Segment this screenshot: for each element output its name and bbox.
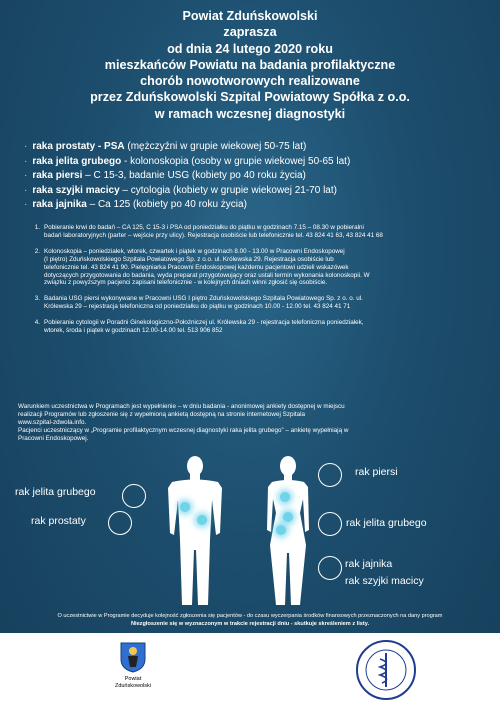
diagnostic-details: – C 15-3, badanie USG (kobiety po 40 roku życia) [82, 170, 306, 181]
diagnostic-details: – cytologia (kobiety w grupie wiekowej 21-70 lat) [119, 184, 337, 196]
logos-bar [0, 633, 500, 707]
breast-icon [318, 463, 342, 487]
diagnostic-item [24, 184, 494, 199]
diagnostic-name: raka jelita grubego [32, 155, 122, 167]
bullet-icon: · [24, 199, 28, 210]
female-body-illustration [248, 455, 328, 605]
footer-line: Niezgłoszenie się w wyznaczonym w trakcie rejestracji dniu - skutkuje skreśleniem z listy. [130, 621, 370, 627]
header-line: od dnia 24 lutego 2020 roku [167, 41, 333, 56]
diagnostic-name: raka szyjki macicy [32, 184, 120, 196]
label-female-colon: rak jelita grubego [346, 517, 427, 529]
label-female-cervix: rak szyjki macicy [345, 575, 424, 587]
diagnostic-name: raka piersi [32, 170, 83, 181]
participation-conditions: Warunkiem uczestnictwa w Programach jest wypełnienie – w dniu badania - anonimowej ankiety dostępnej w miejscu realizacji Programów lub zgłoszenie się z wypełnioną ankietą dostępną na stronie internetowej Szpitala www.szpital-zdwola.info. Pacjenci uczestniczący w „Programie profilaktycznym wczesnej diagnostyki raka jelita grubego” – ankietę wypełniają w Pracowni Endoskopowej. [18, 403, 349, 442]
note-number: 2. [34, 247, 40, 255]
female-colon-marker [283, 512, 293, 522]
label-male-colon: rak jelita grubego [15, 486, 96, 498]
label-male-prostate: rak prostaty [31, 515, 86, 527]
male-prostate-marker [197, 515, 207, 525]
note-text: Kolonoskopia – poniedziałek, wtorek, czwartek i piątek w godzinach 8.00 - 13.00 w Pracowni Endoskopowej (I piętro) Zduńskowolskiego Szpitala Powiatowego Sp. z o.o. ul. Królewska 29. Rejestracja osobiście lub telefonicznie tel. 43 824 41 90. Pielęgniarka Pracowni Endoskopowej każdemu pacjentowi udzieli wskazówek dotyczących przygotowania do badania, wyda preparat przygotowujący oraz ustali termin wykonania kolonoskopii. W związku z powyższym pacjenci zapisani telefonicznie - w kolejnych dniach winni zgłosić się osobiście. [44, 247, 370, 287]
note-item [18, 295, 494, 311]
diagnostic-item [24, 155, 494, 170]
note-item [18, 319, 494, 335]
diagnostic-name: raka jajnika [32, 199, 87, 210]
colon-icon [122, 484, 146, 508]
note-text: Pobieranie cytologii w Poradni Ginekologiczno-Położniczej ul. Królewska 29 - rejestracja telefoniczna poniedziałek, wtorek, środa i piątek w godzinach 12.00-14.00 tel. 513 906 852 [44, 319, 364, 335]
female-breast-marker [280, 492, 290, 502]
diagnostic-details: – Ca 125 (kobiety po 40 roku życia) [86, 199, 247, 210]
coat-of-arms-icon [119, 641, 147, 673]
label-female-ovary: rak jajnika [345, 558, 393, 570]
label-female-breast: rak piersi [355, 466, 398, 478]
header-line: zaprasza [223, 25, 277, 40]
header [0, 8, 500, 122]
ovary-icon [318, 556, 342, 580]
powiat-logo [108, 641, 158, 690]
bullet-icon: · [24, 155, 28, 167]
diagnostic-details: - kolonoskopia (osoby w grupie wiekowej 50-65 lat) [121, 155, 351, 167]
note-number: 3. [34, 295, 40, 303]
footer [0, 612, 500, 628]
diagnostic-name: raka prostaty - PSA [32, 141, 125, 152]
header-line: w ramach wczesnej diagnostyki [154, 106, 346, 121]
male-colon-marker [180, 502, 190, 512]
male-body-illustration [150, 455, 240, 605]
prostate-icon [108, 511, 132, 535]
note-item [18, 224, 494, 240]
diagnostics-list [24, 140, 494, 213]
header-line: przez Zduńskowolski Szpital Powiatowy Spółka z o.o. [90, 90, 410, 105]
header-line: chorób nowotworowych realizowane [140, 74, 360, 89]
bullet-icon: · [24, 170, 28, 181]
bullet-icon: · [24, 184, 28, 196]
header-line: mieszkańców Powiatu na badania profilaktyczne [104, 57, 396, 72]
bullet-icon: · [24, 141, 28, 152]
diagnostic-item [24, 140, 494, 155]
note-number: 1. [34, 224, 40, 231]
note-text: Pobieranie krwi do badań – CA 125, C 15-3 i PSA od poniedziałku do piątku w godzinach 7.15 – 08.30 w pobieralni badań laboratoryjnych (parter – wejście przy ulicy). Rejestracja osobiście lub telefonicznie tel. 43 824 41 63, 43 824 41 68 [44, 224, 383, 239]
footer-line: O uczestnictwie w Programie decyduje kolejność zgłoszenia się pacjentów - do czasu wyczerpania środków finansowych przeznaczonych na dany program [57, 613, 443, 619]
header-line: Powiat Zduńskowolski [182, 9, 318, 23]
note-number: 4. [34, 319, 40, 327]
diagnostic-item [24, 198, 494, 213]
note-text: Badania USG piersi wykonywane w Pracowni USG I piętro Zduńskowolskiego Szpitala Powiatowego Sp. z o. o. ul. Królewska 29 – rejestracja telefoniczna od poniedziałku do piątku w godzinach 10.00 - 12.00 tel. 43 824 41 71 [44, 295, 363, 311]
diagnostic-item [24, 169, 494, 184]
female-ovary-marker [276, 525, 286, 535]
hospital-logo [355, 639, 417, 701]
note-item [18, 248, 494, 288]
powiat-logo-text: Zduńskowolski [114, 683, 152, 689]
diagnostic-details: (mężczyźni w grupie wiekowej 50-75 lat) [124, 141, 307, 152]
colon-icon [318, 512, 342, 536]
notes-list [18, 224, 494, 343]
powiat-logo-text: Powiat [124, 676, 142, 682]
